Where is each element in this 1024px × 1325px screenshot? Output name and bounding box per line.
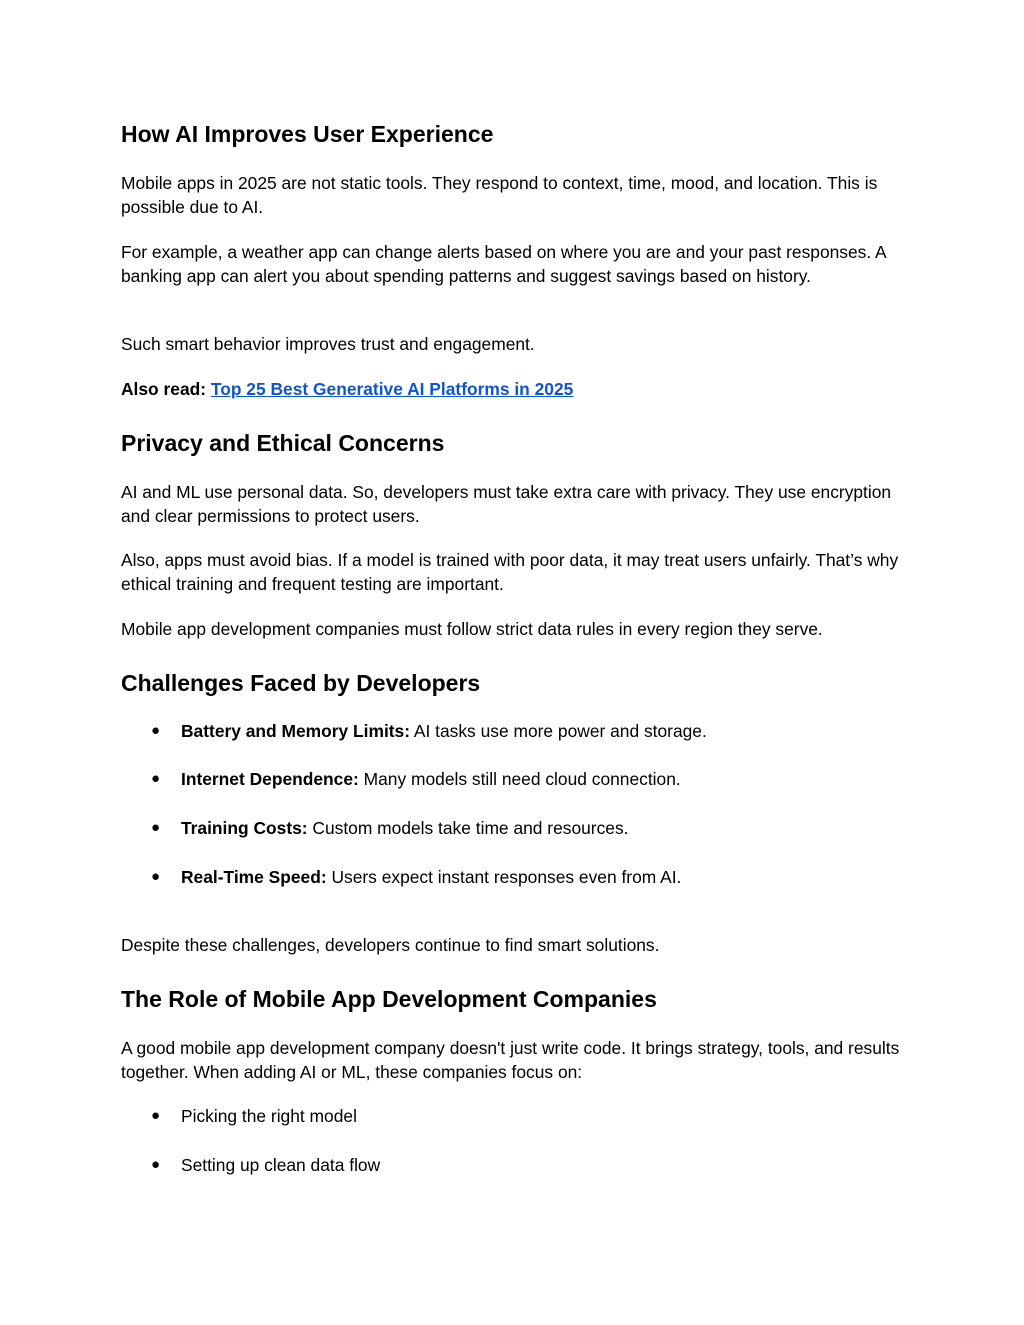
- bullet-label: Internet Dependence:: [181, 769, 359, 789]
- section-heading-challenges: Challenges Faced by Developers: [121, 670, 481, 696]
- bullet-text: AI tasks use more power and storage.: [410, 721, 707, 741]
- bullet-label: Training Costs:: [181, 818, 308, 838]
- ux-paragraph-2: For example, a weather app can change alerts based on where you are and your past responses. A banking app can alert you about spending patterns and suggest savings based on history.: [121, 242, 886, 286]
- bullet-icon: ●: [151, 819, 161, 836]
- section-heading-companies: The Role of Mobile App Development Companies: [121, 986, 657, 1012]
- bullet-icon: ●: [151, 770, 161, 787]
- section-heading-privacy: Privacy and Ethical Concerns: [121, 430, 445, 456]
- section-heading-ux: How AI Improves User Experience: [121, 121, 494, 147]
- bullet-icon: ●: [151, 1107, 161, 1124]
- bullet-text: Many models still need cloud connection.: [358, 769, 681, 789]
- privacy-paragraph-1: AI and ML use personal data. So, developers must take extra care with privacy. They use encryption and clear permissions to protect users.: [121, 482, 892, 526]
- bullet-text: Picking the right model: [181, 1106, 357, 1126]
- also-read-line: [121, 377, 911, 401]
- also-read-label: Also read:: [121, 379, 207, 399]
- ux-paragraph-3: Such smart behavior improves trust and engagement.: [121, 334, 535, 354]
- bullet-label: Battery and Memory Limits:: [181, 721, 411, 741]
- privacy-paragraph-2: Also, apps must avoid bias. If a model is trained with poor data, it may treat users unfairly. That’s why ethical training and frequent testing are important.: [121, 550, 899, 594]
- bullet-text: Setting up clean data flow: [181, 1155, 381, 1175]
- bullet-icon: ●: [151, 722, 161, 739]
- bullet-text: Custom models take time and resources.: [307, 818, 629, 838]
- ux-paragraph-1: Mobile apps in 2025 are not static tools. They respond to context, time, mood, and location. This is possible due to AI.: [121, 173, 878, 217]
- companies-paragraph-1: A good mobile app development company doesn't just write code. It brings strategy, tools, and results together. When adding AI or ML, these companies focus on:: [121, 1038, 900, 1082]
- bullet-icon: ●: [151, 1156, 161, 1173]
- challenges-closing: Despite these challenges, developers continue to find smart solutions.: [121, 935, 660, 955]
- bullet-text: Users expect instant responses even from AI.: [326, 867, 682, 887]
- also-read-link[interactable]: Top 25 Best Generative AI Platforms in 2025: [210, 379, 574, 399]
- bullet-icon: ●: [151, 868, 161, 885]
- privacy-paragraph-3: Mobile app development companies must follow strict data rules in every region they serve.: [121, 619, 823, 639]
- bullet-label: Real-Time Speed:: [181, 867, 327, 887]
